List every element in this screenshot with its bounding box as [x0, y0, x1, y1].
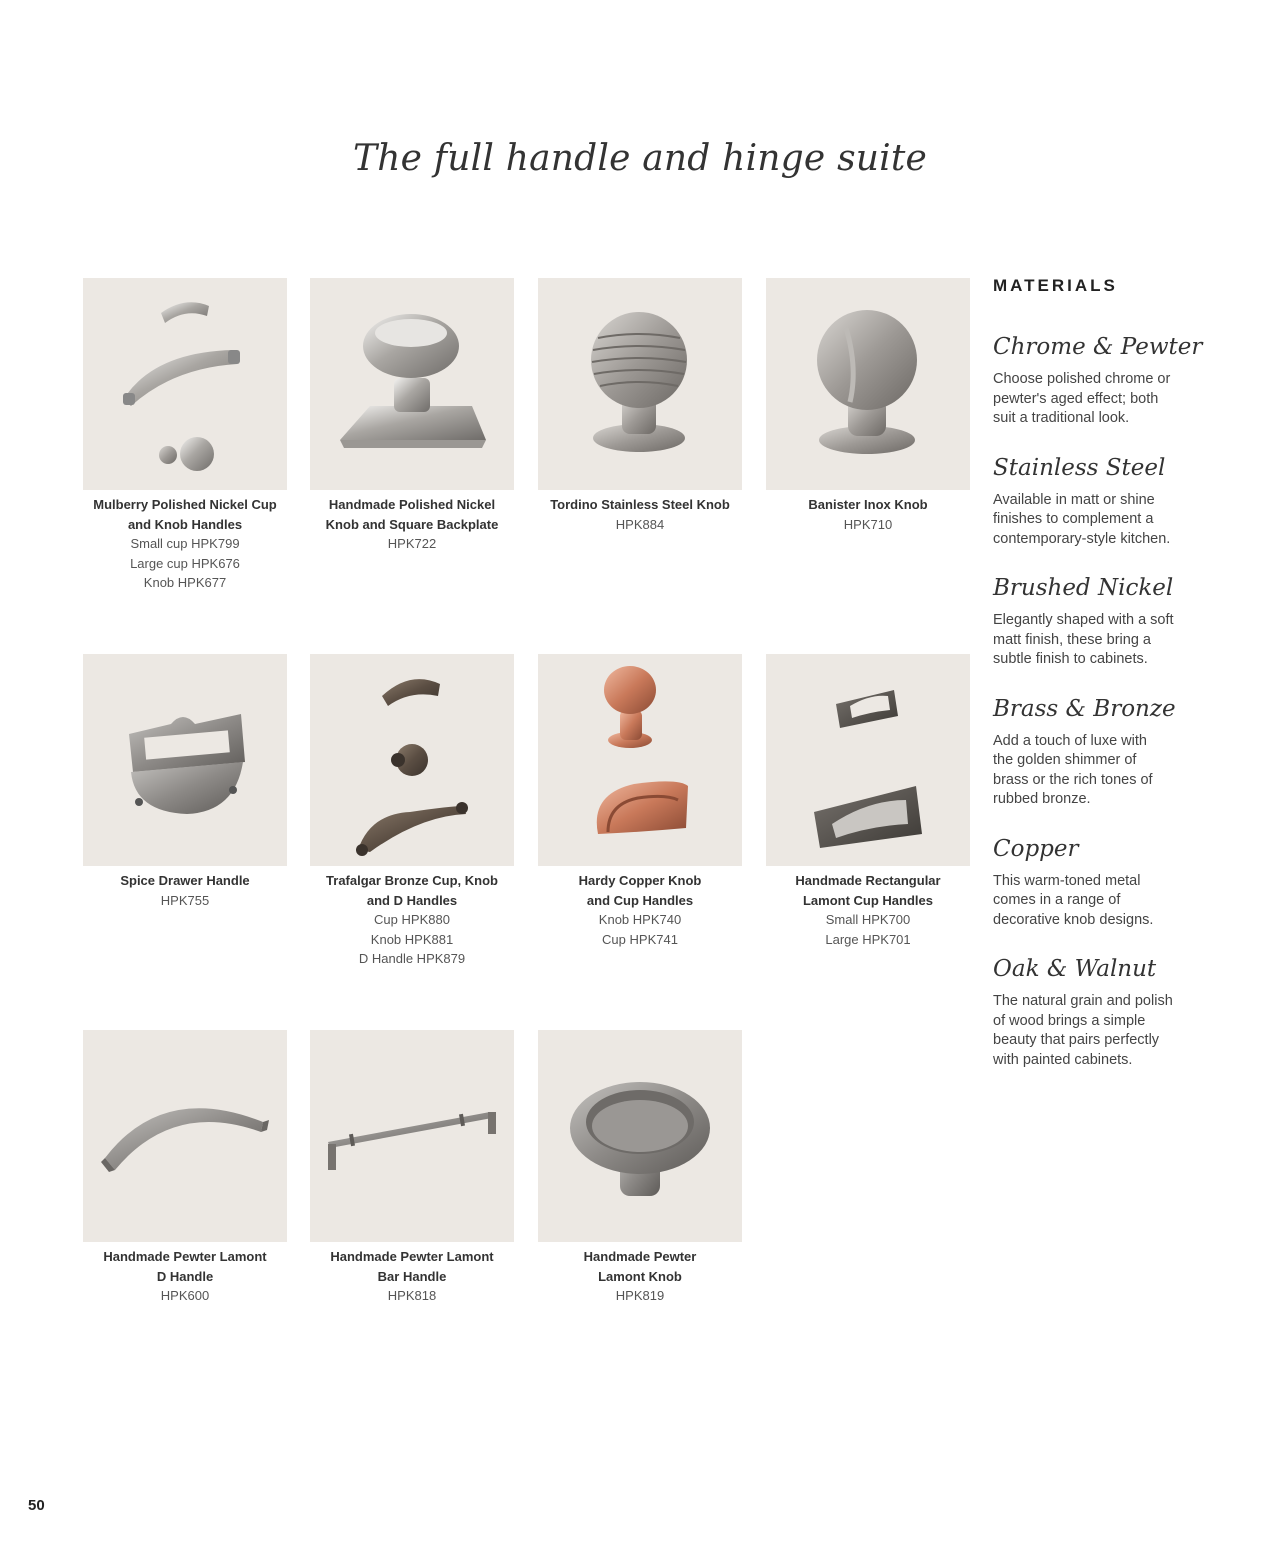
product-image: [83, 278, 287, 490]
material-item: Oak & Walnut The natural grain and polish of wood brings a simple beauty that pairs perfectly with painted cabinets.: [993, 956, 1173, 1068]
product-card[interactable]: Handmade Pewter Lamont Knob HPK819: [538, 1030, 742, 1306]
product-image: [766, 654, 970, 866]
cup-and-knob-handles-image: [83, 278, 287, 490]
product-card[interactable]: Mulberry Polished Nickel Cup and Knob Handles Small cup HPK799 Large cup HPK676 Knob HPK677: [83, 278, 287, 593]
product-image: [310, 1030, 514, 1242]
product-card[interactable]: Spice Drawer Handle HPK755: [83, 654, 287, 910]
product-card[interactable]: Handmade Pewter Lamont D Handle HPK600: [83, 1030, 287, 1306]
product-image: [83, 654, 287, 866]
reeded-knob-image: [538, 278, 742, 490]
material-item: Copper This warm-toned metal comes in a range of decorative knob designs.: [993, 835, 1154, 928]
product-card[interactable]: Banister Inox Knob HPK710: [766, 278, 970, 534]
bronze-cup-knob-d-handles-image: [310, 654, 514, 866]
banister-knob-image: [766, 278, 970, 490]
product-image: [538, 1030, 742, 1242]
material-item: Brass & Bronze Add a touch of luxe with the golden shimmer of brass or the rich tones of rubbed bronze.: [993, 695, 1176, 807]
product-card[interactable]: Handmade Pewter Lamont Bar Handle HPK818: [310, 1030, 514, 1306]
knob-square-backplate-image: [310, 278, 514, 490]
material-item: Stainless Steel Available in matt or shine finishes to complement a contemporary-style kitchen.: [993, 454, 1171, 547]
product-card[interactable]: Trafalgar Bronze Cup, Knob and D Handles Cup HPK880 Knob HPK881 D Handle HPK879: [310, 654, 514, 969]
product-card[interactable]: Handmade Rectangular Lamont Cup Handles Small HPK700 Large HPK701: [766, 654, 970, 949]
pewter-knob-image: [538, 1030, 742, 1242]
spice-drawer-handle-image: [83, 654, 287, 866]
product-card[interactable]: Hardy Copper Knob and Cup Handles Knob HPK740 Cup HPK741: [538, 654, 742, 949]
product-card[interactable]: Handmade Polished Nickel Knob and Square Backplate HPK722: [310, 278, 514, 554]
product-image: [538, 654, 742, 866]
product-image: [766, 278, 970, 490]
copper-knob-and-cup-image: [538, 654, 742, 866]
material-item: Chrome & Pewter Choose polished chrome or pewter's aged effect; both suit a traditional look.: [993, 334, 1203, 426]
product-image: [310, 654, 514, 866]
page-title: The full handle and hinge suite: [352, 138, 928, 179]
product-image: [310, 278, 514, 490]
product-card[interactable]: Tordino Stainless Steel Knob HPK884: [538, 278, 742, 534]
product-image: [538, 278, 742, 490]
pewter-bar-handle-image: [310, 1030, 514, 1242]
materials-heading: MATERIALS: [993, 276, 1118, 295]
product-image: [83, 1030, 287, 1242]
pewter-d-handle-image: [83, 1030, 287, 1242]
material-item: Brushed Nickel Elegantly shaped with a soft matt finish, these bring a subtle finish to cabinets.: [993, 575, 1174, 667]
rectangular-cup-handles-image: [766, 654, 970, 866]
page-number: 50: [28, 1497, 45, 1514]
materials-panel: [993, 276, 1208, 1096]
